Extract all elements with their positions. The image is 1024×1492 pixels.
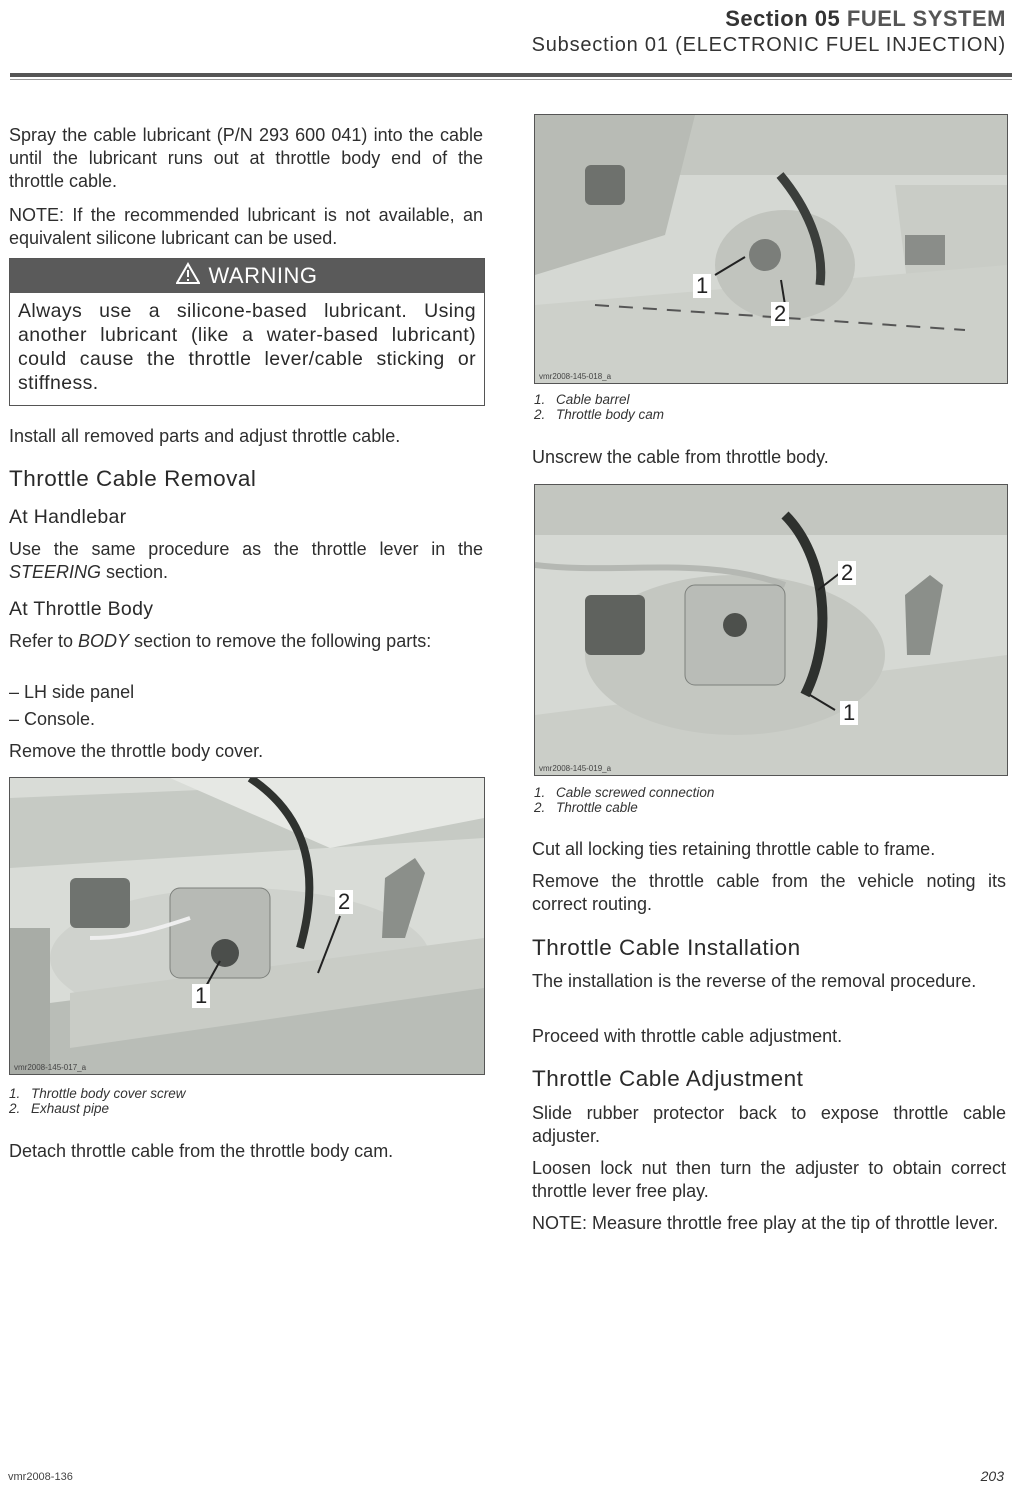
handlebar-text-post: section.	[101, 562, 169, 582]
note-lubricant: NOTE: If the recommended lubricant is not available, an equivalent silicone lubricant can be used.	[9, 205, 483, 248]
fig3-caption-1: 1. Cable screwed connection	[534, 785, 715, 800]
lubricant-paragraph: Spray the cable lubricant (P/N 293 600 041) into the cable until the lubricant runs out at throttle body end of the throttle cable.	[9, 125, 483, 191]
fig3-callout-2: 2	[838, 561, 856, 585]
throttle-body-paragraph	[9, 630, 483, 653]
fig3-code: vmr2008-145-019_a	[539, 764, 612, 773]
photo-throttle-body-cam	[535, 115, 1007, 383]
fig1-caption-1: 1. Throttle body cover screw	[9, 1086, 186, 1101]
header-rule-thin	[10, 79, 1012, 80]
fig3-callout-1: 1	[840, 701, 858, 725]
fig1-caption-2: 2. Exhaust pipe	[9, 1101, 110, 1116]
heading-throttle-cable-installation: Throttle Cable Installation	[532, 935, 801, 960]
fig2-callout-1: 1	[693, 274, 711, 298]
warning-header	[10, 259, 484, 293]
section-heading	[725, 6, 1006, 32]
cut-ties-paragraph: Cut all locking ties retaining throttle cable to frame.	[532, 839, 936, 859]
detach-cable-paragraph: Detach throttle cable from the throttle body cam.	[9, 1141, 394, 1161]
photo-throttle-body-cover	[10, 778, 484, 1074]
document-code: vmr2008-136	[8, 1471, 73, 1483]
warning-triangle-icon	[176, 260, 200, 294]
fig1-callout-1: 1	[192, 984, 210, 1008]
body-text-post: section to remove the following parts:	[129, 631, 432, 651]
installation-paragraph: The installation is the reverse of the removal procedure.	[532, 971, 977, 991]
unscrew-cable-paragraph: Unscrew the cable from throttle body.	[532, 447, 829, 467]
section-title: FUEL SYSTEM	[846, 6, 1006, 31]
page-number: 203	[980, 1468, 1004, 1484]
fig1-callout-2: 2	[335, 890, 353, 914]
warning-text: Always use a silicone-based lubricant. Using another lubricant (like a water-based lubricant) could cause the throttle lever/cable sticking or stiffness.	[18, 300, 476, 394]
body-text-pre: Refer to	[9, 631, 79, 651]
figure-throttle-body-cover	[9, 777, 485, 1075]
fig2-callout-2: 2	[771, 302, 789, 326]
install-parts-paragraph: Install all removed parts and adjust throttle cable.	[9, 426, 401, 446]
fig2-caption-1: 1. Cable barrel	[534, 392, 630, 407]
handlebar-text-pre: Use the same procedure as the throttle lever in the	[9, 539, 483, 559]
fig3-caption-2: 2. Throttle cable	[534, 800, 638, 815]
heading-throttle-cable-adjustment: Throttle Cable Adjustment	[532, 1066, 804, 1091]
list-item: – Console.	[9, 709, 96, 729]
fig2-code: vmr2008-145-018_a	[539, 372, 612, 381]
note-free-play: NOTE: Measure throttle free play at the tip of throttle lever.	[532, 1213, 999, 1233]
remove-cable-paragraph: Remove the throttle cable from the vehicle noting its correct routing.	[532, 871, 1006, 914]
fig2-caption-2: 2. Throttle body cam	[534, 407, 665, 422]
loosen-lock-nut-paragraph: Loosen lock nut then turn the adjuster to obtain correct throttle lever free play.	[532, 1158, 1006, 1201]
fig1-code: vmr2008-145-017_a	[14, 1063, 87, 1072]
section-prefix: Section 05	[725, 6, 841, 31]
figure-throttle-body-cam	[534, 114, 1008, 384]
photo-cable-screwed-connection	[535, 485, 1007, 775]
heading-at-handlebar: At Handlebar	[9, 506, 127, 528]
slide-protector-paragraph: Slide rubber protector back to expose throttle cable adjuster.	[532, 1103, 1006, 1146]
heading-at-throttle-body: At Throttle Body	[9, 598, 154, 620]
header-rule	[10, 73, 1012, 77]
proceed-adjustment-paragraph: Proceed with throttle cable adjustment.	[532, 1026, 843, 1046]
subsection-heading: Subsection 01 (ELECTRONIC FUEL INJECTION)	[531, 34, 1006, 56]
figure-cable-screwed-connection	[534, 484, 1008, 776]
body-ref: BODY	[78, 631, 130, 651]
heading-throttle-cable-removal: Throttle Cable Removal	[9, 466, 257, 491]
remove-cover-paragraph: Remove the throttle body cover.	[9, 741, 264, 761]
warning-box	[9, 258, 485, 406]
steering-ref: STEERING	[9, 562, 102, 582]
list-item: – LH side panel	[9, 682, 135, 702]
handlebar-paragraph	[9, 538, 483, 584]
warning-label: WARNING	[208, 263, 318, 288]
